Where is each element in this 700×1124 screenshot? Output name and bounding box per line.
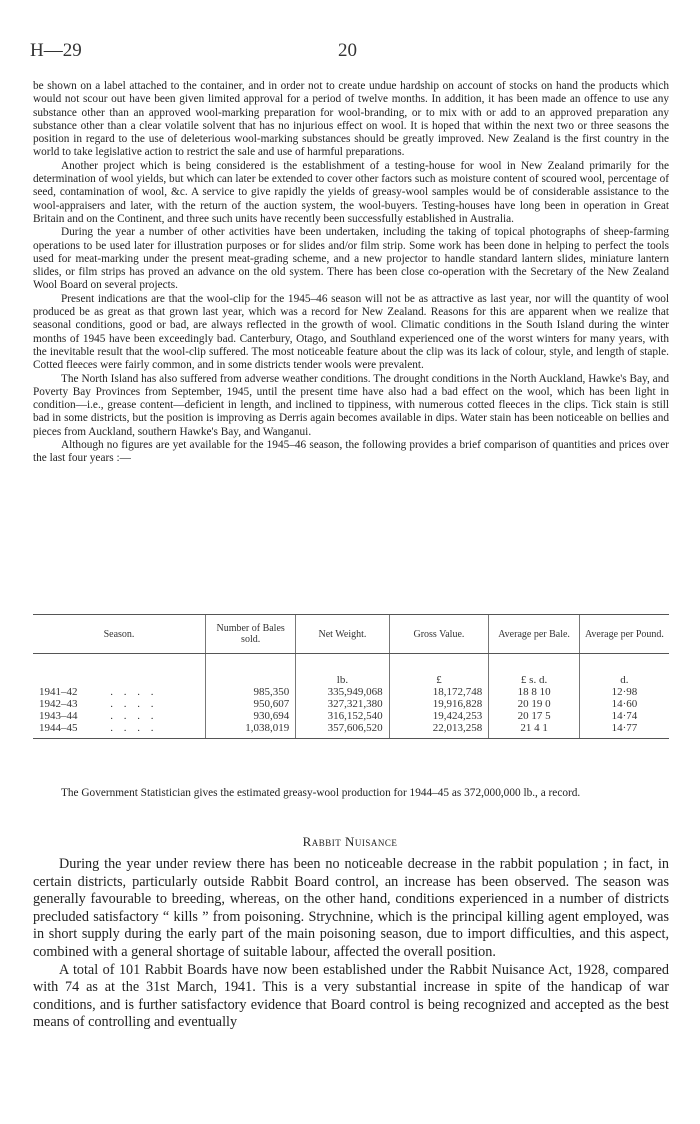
- column-header-net-weight: Net Weight.: [296, 615, 389, 654]
- leader-dots: . . . .: [110, 698, 158, 710]
- average-per-bale-cell: 21 4 1: [489, 722, 580, 739]
- average-per-pound-cell: 12·98: [579, 686, 669, 698]
- bales-cell: 930,694: [206, 710, 296, 722]
- paragraph: During the year under review there has been no noticeable decrease in the rabbit population ; in fact, in certain districts, particularly outside Rabbit Board control, an increase has been observed. The season was generally favourable to breeding, whereas, on the other hand, conditions experienced in a number of districts precluded satisfactory “ kills ” from poisoning. Strychnine, which is the principal killing agent employed, was in short supply during the early part of the main poisoning season, due to import difficulties, and this aspect, combined with a general shortage of suitable labour, affected the overall position.: [33, 856, 669, 960]
- column-header-average-per-pound: Average per Pound.: [579, 615, 669, 654]
- average-per-pound-cell: 14·74: [579, 710, 669, 722]
- season-cell: [33, 686, 206, 698]
- paragraph: Although no figures are yet available for the 1945–46 season, the following provides a brief comparison of quantities and prices over the last four years :—: [33, 439, 669, 465]
- wool-statistics-table: [33, 614, 669, 739]
- average-per-bale-cell: 18 8 10: [489, 686, 580, 698]
- unit-cell: lb.: [296, 654, 389, 687]
- paragraph: The North Island has also suffered from adverse weather conditions. The drought conditions in the North Auckland, Hawke's Bay, and Poverty Bay Provinces from September, 1945, until the present time have also had a bad effect on the wool, which has been light in condition—i.e., grease content—deficient in length, and inclined to tippiness, with numerous cotted fleeces in the clips. Tick stain is still bad in some districts, but the position is improving as Derris again becomes available in dips. Water stain has been noticeable on bellies and pieces from Auckland, southern Hawke's Bay, and Wanganui.: [33, 372, 669, 438]
- report-code: H—29: [30, 40, 82, 61]
- column-header-gross-value: Gross Value.: [389, 615, 489, 654]
- column-header-average-per-bale: Average per Bale.: [489, 615, 580, 654]
- table-units-row: [33, 654, 669, 687]
- leader-dots: . . . .: [110, 710, 158, 722]
- gross-value-cell: 19,916,828: [389, 698, 489, 710]
- net-weight-cell: 357,606,520: [296, 722, 389, 739]
- table-row: [33, 686, 669, 698]
- season-label: 1941–42: [39, 686, 78, 698]
- season-cell: [33, 698, 206, 710]
- gross-value-cell: 18,172,748: [389, 686, 489, 698]
- table-row: [33, 710, 669, 722]
- gross-value-cell: 22,013,258: [389, 722, 489, 739]
- paragraph: Present indications are that the wool-clip for the 1945–46 season will not be as attractive as last year, nor will the quantity of wool produced be as great as that grown last year, which was a record for New Zealand. Reasons for this are apparent when we realize that seasonal conditions, good or bad, are always reflected in the growth of wool. Climatic conditions in the South Island during the winter months of 1945 have been exceedingly bad. Canterbury, Otago, and Southland experienced one of the worst winters for many years, with the inevitable result that the wool-clip suffered. The most noticeable feature about the clip was its lack of colour, style, and length of staple. Cotted fleeces were fairly common, and in some districts tender wools were prevalent.: [33, 292, 669, 372]
- paragraph: Another project which is being considered is the establishment of a testing-house for wool in New Zealand primarily for the determination of wool yields, but which can later be extended to cover other factors such as moisture content of scoured wool, percentage of seed, contamination of wool, &c. A service to give rapidly the yields of greasy-wool samples would be of considerable assistance to the wool-appraisers and later, with the return of the auction system, the wool-buyers. Testing-houses have long been in operation in Great Britain and on the Continent, and three such units have recently been successfully established in Australia.: [33, 159, 669, 225]
- average-per-bale-cell: 20 17 5: [489, 710, 580, 722]
- wool-section-text: [33, 80, 669, 466]
- season-label: 1942–43: [39, 698, 78, 710]
- bales-cell: 950,607: [206, 698, 296, 710]
- page-number: 20: [338, 40, 357, 61]
- average-per-pound-cell: 14·77: [579, 722, 669, 739]
- table-header-row: [33, 615, 669, 654]
- unit-cell: d.: [579, 654, 669, 687]
- table-row: [33, 698, 669, 710]
- table-row: [33, 722, 669, 739]
- net-weight-cell: 335,949,068: [296, 686, 389, 698]
- season-label: 1943–44: [39, 710, 78, 722]
- paragraph: During the year a number of other activities have been undertaken, including the taking of topical photographs of sheep-farming operations to be used later for illustration purposes or for slides and/or film strip. Some work has been done in helping to perfect the tools used for meat-marking under the present meat-grading scheme, and a new projector to handle standard lantern slides, miniature lantern slides, or film strips has proved an advance on the old system. There has been close co-operation with the Secretary of the New Zealand Wool Board on several projects.: [33, 226, 669, 292]
- unit-cell: £ s. d.: [489, 654, 580, 687]
- statistician-note: The Government Statistician gives the estimated greasy-wool production for 1944–45 as 372,000,000 lb., a record.: [61, 787, 581, 800]
- season-label: 1944–45: [39, 722, 78, 734]
- unit-cell: [33, 654, 206, 687]
- bales-cell: 1,038,019: [206, 722, 296, 739]
- season-cell: [33, 722, 206, 739]
- unit-cell: £: [389, 654, 489, 687]
- column-header-bales: Number of Bales sold.: [206, 615, 296, 654]
- net-weight-cell: 316,152,540: [296, 710, 389, 722]
- gross-value-cell: 19,424,253: [389, 710, 489, 722]
- unit-cell: [206, 654, 296, 687]
- paragraph: A total of 101 Rabbit Boards have now been established under the Rabbit Nuisance Act, 1928, compared with 74 as at the 31st March, 1941. This is a very substantial increase in spite of the handicap of war conditions, and is further satisfactory evidence that Board control is being recognized and accepted as the best means of controlling and eventually: [33, 961, 669, 1031]
- leader-dots: . . . .: [110, 686, 158, 698]
- average-per-pound-cell: 14·60: [579, 698, 669, 710]
- bales-cell: 985,350: [206, 686, 296, 698]
- column-header-season: Season.: [33, 615, 206, 654]
- section-heading: Rabbit Nuisance: [302, 834, 398, 849]
- leader-dots: . . . .: [110, 722, 158, 734]
- average-per-bale-cell: 20 19 0: [489, 698, 580, 710]
- season-cell: [33, 710, 206, 722]
- rabbit-section-text: [33, 856, 669, 1032]
- net-weight-cell: 327,321,380: [296, 698, 389, 710]
- paragraph: be shown on a label attached to the container, and in order not to create undue hardship on account of stocks on hand the products which would not scour out have been given limited approval for a period of twelve months. In addition, it has been made an offence to use any substance other than an approved wool-marking preparation for wool-branding, or to mix with or add to an approved preparation any substance other than a clear volatile solvent that has no injurious effect on wool. It is hoped that within the next two or three seasons the position in regard to the use of deleterious wool-marking substances should be greatly improved. New Zealand is the first country in the world to take legislative action to restrict the sale and use of harmful preparations.: [33, 80, 669, 159]
